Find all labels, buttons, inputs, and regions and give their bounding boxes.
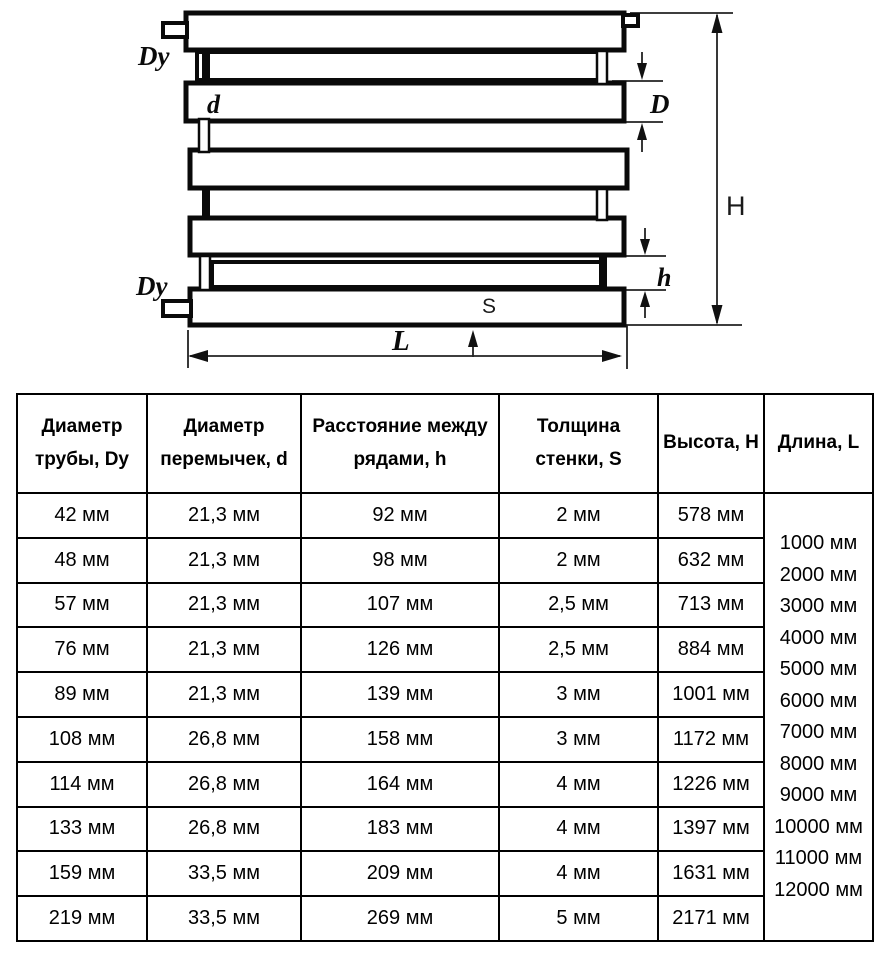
length-option: 10000 мм (774, 815, 863, 838)
jumper-right-3 (599, 253, 607, 291)
cell-d: 26,8 мм (147, 762, 301, 807)
table-row (17, 627, 873, 672)
header-row-spacing-h: Расстояние между рядами, h (301, 394, 499, 493)
table-body (17, 493, 873, 941)
length-option: 7000 мм (779, 721, 858, 743)
header-diameter-dy: Диаметр трубы, Dy (17, 394, 147, 493)
cell-d: 26,8 мм (147, 717, 301, 762)
jumper-left-2 (199, 119, 209, 152)
table-row (17, 807, 873, 852)
table-header (17, 394, 873, 493)
cell-dy: 42 мм (17, 493, 147, 538)
cell-height: 884 мм (658, 627, 764, 672)
table-row (17, 538, 873, 583)
cell-h: 164 мм (301, 762, 499, 807)
tube-row-7 (190, 289, 624, 325)
length-option: 9000 мм (779, 784, 858, 806)
cell-h: 92 мм (301, 493, 499, 538)
inlet-stub-top-left (163, 23, 187, 37)
header-wall-thickness-s: Толщина стенки, S (499, 394, 658, 493)
arrow-down-icon (640, 239, 650, 255)
cell-d: 21,3 мм (147, 493, 301, 538)
length-options (767, 494, 870, 940)
label-h: h (657, 263, 672, 292)
cell-s: 2 мм (499, 493, 658, 538)
arrow-up-icon (468, 330, 478, 347)
arrow-left-icon (188, 350, 208, 362)
stub-top-right (623, 15, 638, 26)
arrow-down-icon (637, 63, 647, 80)
cell-height: 1172 мм (658, 717, 764, 762)
cell-s: 3 мм (499, 672, 658, 717)
length-option: 3000 мм (779, 595, 858, 617)
table-row (17, 672, 873, 717)
outlet-stub-bottom-left (163, 301, 191, 316)
arrow-down-icon (712, 305, 723, 325)
table-row (17, 851, 873, 896)
length-option: 6000 мм (779, 689, 858, 712)
cell-lengths (764, 493, 873, 941)
dimensions-table (16, 393, 874, 942)
cell-dy: 48 мм (17, 538, 147, 583)
cell-dy: 114 мм (17, 762, 147, 807)
cell-h: 158 мм (301, 717, 499, 762)
cell-dy: 89 мм (17, 672, 147, 717)
table-row (17, 762, 873, 807)
label-d: d (207, 90, 220, 119)
tube-row-5 (190, 218, 624, 255)
label-L: L (392, 325, 410, 357)
tube-row-2 (197, 52, 606, 80)
length-option: 8000 мм (779, 752, 858, 775)
register-diagram-svg (0, 0, 888, 390)
cell-d: 21,3 мм (147, 583, 301, 628)
cell-s: 5 мм (499, 896, 658, 941)
tube-row-1 (186, 13, 624, 50)
cell-height: 578 мм (658, 493, 764, 538)
table-row (17, 896, 873, 941)
length-option: 12000 мм (774, 878, 863, 901)
label-dy-top: Dy (138, 41, 170, 71)
jumper-left-3 (202, 186, 210, 220)
header-length-l: Длина, L (764, 394, 873, 493)
cell-h: 139 мм (301, 672, 499, 717)
length-option: 11000 мм (774, 847, 863, 869)
table-row (17, 583, 873, 628)
cell-h: 98 мм (301, 538, 499, 583)
arrow-up-icon (640, 291, 650, 307)
arrow-up-icon (637, 123, 647, 140)
cell-s: 2 мм (499, 538, 658, 583)
cell-s: 4 мм (499, 762, 658, 807)
label-S: S (482, 295, 497, 318)
table-row (17, 493, 873, 538)
cell-s: 4 мм (499, 851, 658, 896)
cell-h: 107 мм (301, 583, 499, 628)
cell-height: 713 мм (658, 583, 764, 628)
header-height-h: Высота, H (658, 394, 764, 493)
cell-height: 1001 мм (658, 672, 764, 717)
length-option: 1000 мм (779, 532, 858, 554)
cell-h: 269 мм (301, 896, 499, 941)
cell-s: 3 мм (499, 717, 658, 762)
label-dy-bottom: Dy (136, 271, 168, 301)
label-D: D (650, 89, 670, 119)
cell-h: 126 мм (301, 627, 499, 672)
cell-dy: 159 мм (17, 851, 147, 896)
tube-row-3 (186, 83, 624, 121)
cell-height: 1397 мм (658, 807, 764, 852)
cell-dy: 133 мм (17, 807, 147, 852)
cell-d: 21,3 мм (147, 672, 301, 717)
cell-d: 26,8 мм (147, 807, 301, 852)
jumper-right-2 (597, 189, 607, 220)
cell-d: 21,3 мм (147, 538, 301, 583)
cell-s: 2,5 мм (499, 627, 658, 672)
cell-h: 183 мм (301, 807, 499, 852)
jumper-left-1 (202, 48, 210, 85)
cell-dy: 57 мм (17, 583, 147, 628)
arrow-right-icon (602, 350, 622, 362)
tube-row-4 (190, 150, 627, 188)
cell-height: 1226 мм (658, 762, 764, 807)
cell-d: 21,3 мм (147, 627, 301, 672)
register-diagram (0, 0, 888, 390)
length-option: 5000 мм (779, 658, 858, 680)
cell-s: 4 мм (499, 807, 658, 852)
cell-height: 632 мм (658, 538, 764, 583)
table-row (17, 717, 873, 762)
length-option: 4000 мм (779, 626, 858, 649)
cell-d: 33,5 мм (147, 851, 301, 896)
tube-row-6 (212, 262, 602, 287)
label-H: H (726, 191, 746, 221)
length-option: 2000 мм (779, 563, 858, 586)
cell-height: 1631 мм (658, 851, 764, 896)
cell-s: 2,5 мм (499, 583, 658, 628)
jumper-right-1 (597, 51, 607, 84)
cell-dy: 108 мм (17, 717, 147, 762)
cell-d: 33,5 мм (147, 896, 301, 941)
dimension-H (626, 13, 742, 325)
cell-dy: 219 мм (17, 896, 147, 941)
cell-height: 2171 мм (658, 896, 764, 941)
header-diameter-d: Диаметр перемычек, d (147, 394, 301, 493)
arrow-up-icon (712, 13, 723, 33)
jumper-left-4 (200, 256, 210, 290)
cell-h: 209 мм (301, 851, 499, 896)
cell-dy: 76 мм (17, 627, 147, 672)
